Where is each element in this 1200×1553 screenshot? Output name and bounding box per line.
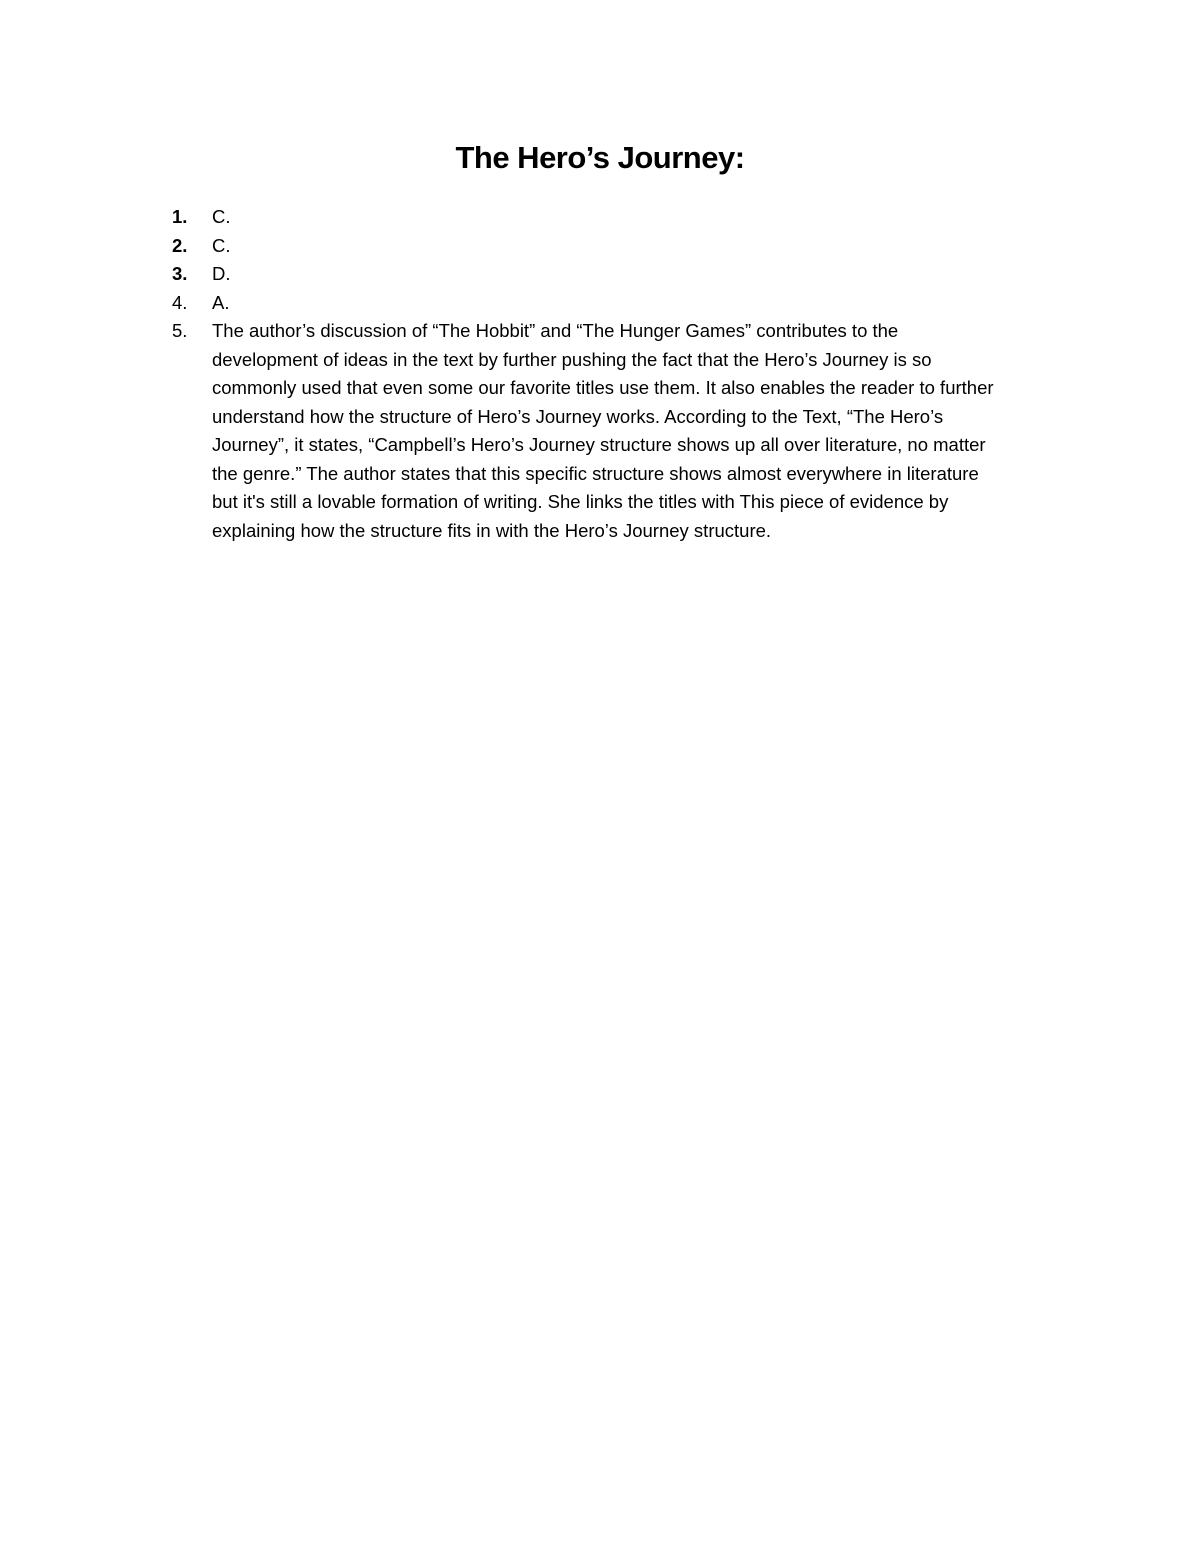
list-item	[172, 232, 1072, 261]
answer-list	[172, 203, 1072, 545]
page-title: The Hero’s Journey:	[455, 140, 745, 175]
item-answer-paragraph	[212, 317, 1072, 545]
item-answer: C.	[212, 234, 231, 256]
item-answer: A.	[212, 291, 230, 313]
list-item	[172, 289, 1072, 318]
paragraph-line: The author’s discussion of “The Hobbit” and “The Hunger Games” contributes to the	[212, 320, 899, 341]
paragraph-line: commonly used that even some our favorite titles use them. It also enables the reader to further	[212, 377, 994, 398]
item-number: 4.	[172, 291, 188, 313]
paragraph-line: development of ideas in the text by further pushing the fact that the Hero’s Journey is so	[212, 348, 932, 370]
item-number: 5.	[172, 320, 188, 341]
paragraph-line: understand how the structure of Hero’s Journey works. According to the Text, “The Hero’s	[212, 405, 944, 427]
paragraph-line: but it's still a lovable formation of writing. She links the titles with This piece of evidence by	[212, 491, 949, 512]
item-answer: D.	[212, 263, 231, 284]
item-number: 1.	[172, 206, 188, 227]
list-item	[172, 317, 1072, 545]
paragraph-line: Journey”, it states, “Campbell’s Hero’s Journey structure shows up all over literature, no matter	[212, 434, 986, 455]
list-item	[172, 203, 1072, 232]
list-item	[172, 260, 1072, 289]
item-number: 2.	[172, 234, 188, 256]
item-answer: C.	[212, 206, 231, 227]
item-number: 3.	[172, 263, 188, 284]
paragraph-line: explaining how the structure fits in with the Hero’s Journey structure.	[212, 519, 772, 541]
paragraph-line: the genre.” The author states that this specific structure shows almost everywhere in literature	[212, 462, 979, 484]
